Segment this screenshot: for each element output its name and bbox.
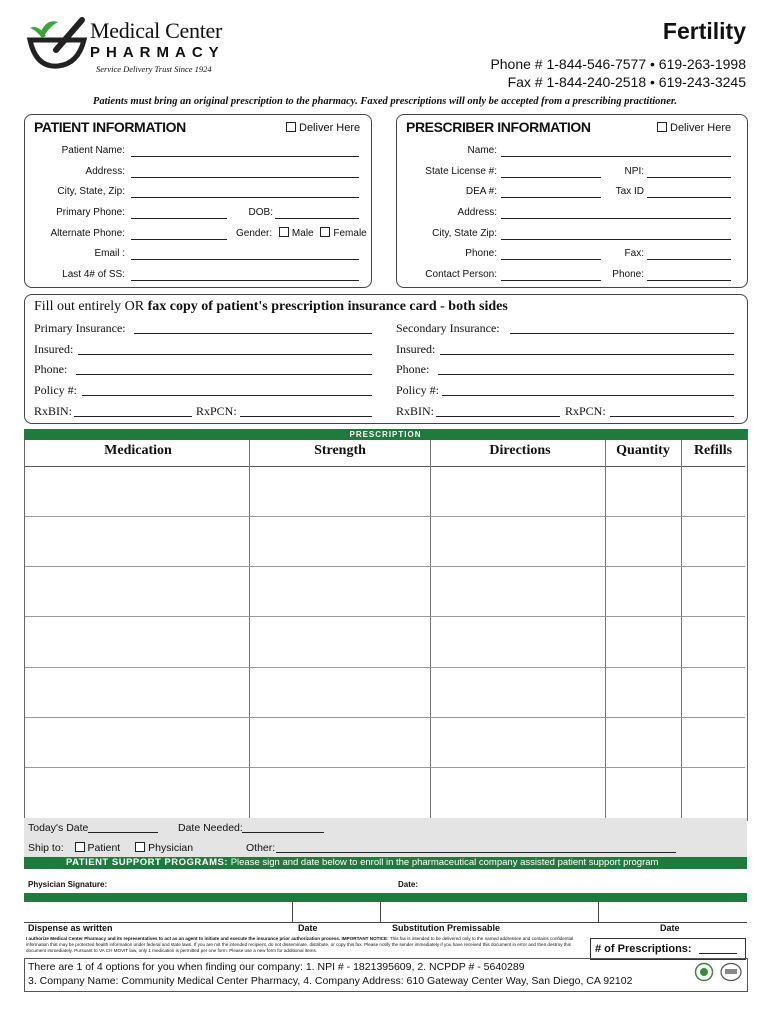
female-checkbox[interactable] (320, 227, 330, 237)
secondary-insured-label: Insured: (396, 342, 436, 356)
prescription-table (24, 429, 748, 821)
patient-email-field[interactable] (131, 248, 359, 260)
prescriber-info-box (396, 114, 748, 288)
num-prescriptions-label: # of Prescriptions: (595, 943, 692, 955)
gender-label: Gender: (236, 228, 273, 239)
substitution-date-label: Date (660, 923, 680, 933)
secondary-insured-field[interactable] (440, 343, 734, 355)
authorization-text (26, 936, 586, 954)
checkbox-icon[interactable] (286, 122, 296, 132)
patient-name-label: Patient Name: (61, 145, 125, 156)
patient-dob-field[interactable] (275, 207, 359, 219)
patient-name-field[interactable] (131, 145, 359, 157)
male-checkbox[interactable] (279, 227, 289, 237)
other-label: Other: (246, 842, 276, 854)
prescriber-dea-label: DEA #: (465, 186, 497, 197)
male-label: Male (291, 228, 314, 239)
logo-tagline: Service Delivery Trust Since 1924 (96, 64, 212, 74)
primary-insured-field[interactable] (78, 343, 372, 355)
certification-seal-icon (720, 962, 742, 982)
logo-name: Medical Center (90, 18, 223, 43)
dispense-divider (380, 902, 381, 922)
prescriber-fax-label: Fax: (624, 248, 644, 259)
authorization-small: This fax is intended to be delivered only to the named addressee and contains confidential information that may be protected health information under federal and state laws. If you are not the intended recipient, do not disseminate, distribute, or copy this fax. Please notify the sender immediately if you have received this document in error and then destroy this document immediately. Pursuant to VA CH MOVIT law, only 1 medication is permitted per one form. Please use a new form for additional items. (26, 936, 574, 953)
physician-signature-label: Physician Signature: (28, 880, 108, 889)
todays-date (28, 822, 88, 834)
prescriber-npi-field[interactable] (647, 166, 731, 178)
primary-rxbin-field[interactable] (74, 405, 192, 417)
patient-primary-phone-label: Primary Phone: (56, 207, 125, 218)
prescriber-deliver[interactable] (657, 122, 731, 134)
num-prescriptions-box (590, 938, 746, 960)
col-directions: Directions (489, 443, 551, 458)
patient-email-label: Email : (94, 248, 125, 259)
secondary-insurance-field[interactable] (510, 322, 734, 334)
patient-deliver[interactable] (286, 122, 360, 134)
prescriber-dea-field[interactable] (501, 186, 601, 198)
patient-alt-phone-field[interactable] (131, 228, 227, 240)
dispense-label: Dispense as written (28, 923, 113, 933)
date-needed: Date Needed: (178, 822, 243, 834)
secondary-policy-field[interactable] (442, 384, 734, 396)
patient-info-box (24, 114, 372, 288)
options-line-2: 3. Company Name: Community Medical Center Pharmacy, 4. Company Address: 610 Gateway Center Way, San Diego, CA 92102 (28, 975, 633, 987)
col-divider (605, 440, 606, 818)
row-divider (25, 717, 745, 718)
insurance-title-b: fax copy of patient's prescription insurance card - both sides (147, 299, 508, 314)
secondary-rxbin-field[interactable] (436, 405, 560, 417)
logo (26, 16, 236, 76)
female-label: Female (333, 228, 367, 239)
prescriber-city-field[interactable] (501, 228, 731, 240)
prescriber-npi-label: NPI: (624, 166, 644, 177)
num-prescriptions-field[interactable] (699, 942, 737, 954)
prescriber-address-field[interactable] (501, 207, 731, 219)
row-divider (25, 616, 745, 617)
primary-policy-field[interactable] (82, 384, 372, 396)
col-medication: Medication (104, 443, 172, 458)
prescriber-contact-field[interactable] (501, 269, 601, 281)
substitution-label: Substitution Premissable (392, 923, 501, 933)
prescriber-city-label: City, State Zip: (432, 228, 497, 239)
patient-info-title: PATIENT INFORMATION (34, 119, 186, 135)
psp-title: PATIENT SUPPORT PROGRAMS: (66, 857, 229, 868)
prescriber-phone-field[interactable] (501, 248, 601, 260)
phone-line: Phone # 1-844-546-7577 • 619-263-1998 (490, 56, 746, 72)
primary-rxpcn-field[interactable] (240, 405, 372, 417)
primary-rxpcn-label: RxPCN: (196, 404, 237, 418)
prescriber-name-label: Name: (467, 145, 497, 156)
primary-phone-label: Phone: (34, 362, 68, 376)
signature-divider (24, 893, 747, 902)
secondary-rxbin-label: RxBIN: (396, 404, 435, 418)
checkbox-icon[interactable] (657, 122, 667, 132)
patient-gender (236, 227, 367, 239)
primary-insured-label: Insured: (34, 342, 74, 356)
row-divider (25, 516, 745, 517)
prescriber-license-label: State License #: (425, 166, 497, 177)
ship-to-label: Ship to: (28, 842, 64, 854)
primary-insurance-field[interactable] (134, 322, 372, 334)
prescriber-contact-label: Contact Person: (425, 269, 497, 280)
ship-patient-checkbox[interactable] (75, 842, 85, 852)
ship-physician-checkbox[interactable] (135, 842, 145, 852)
prescriber-fax-field[interactable] (647, 248, 731, 260)
prescription-banner-label: PRESCRIPTION (349, 430, 422, 439)
row-divider (25, 566, 745, 567)
prescriber-phone-label: Phone: (465, 248, 497, 259)
form-title: Fertility (662, 18, 746, 44)
secondary-rxpcn-label: RxPCN: (565, 404, 606, 418)
prescriber-info-title: PRESCRIBER INFORMATION (406, 119, 591, 135)
dispense-divider (292, 902, 293, 922)
todays-date-field[interactable] (88, 821, 158, 833)
psp-banner (24, 857, 747, 869)
prescription-banner (24, 429, 747, 440)
patient-address-label: Address: (85, 166, 125, 177)
header-divider (25, 466, 745, 467)
ship-physician-label: Physician (148, 842, 194, 854)
row-divider (25, 667, 745, 668)
prescriber-name-field[interactable] (501, 145, 731, 157)
notice: Patients must bring an original prescription to the pharmacy. Faxed prescriptions will only be accepted from a prescribing practitioner. (92, 96, 678, 107)
patient-ss-field[interactable] (131, 269, 359, 281)
dispense-divider (598, 902, 599, 922)
ship-to (28, 842, 193, 854)
accreditation-seal-icon (694, 962, 714, 982)
insurance-title-a: Fill out entirely OR (34, 299, 145, 314)
options-line-1: There are 1 of 4 options for you when finding our company: 1. NPI # - 1821395609, 2. NCPDP # - 5640289 (28, 961, 525, 973)
prescriber-taxid-field[interactable] (647, 186, 731, 198)
fax-line: Fax # 1-844-240-2518 • 619-243-3245 (507, 74, 746, 90)
todays-date-label: Today's Date (28, 822, 89, 834)
col-divider (681, 440, 682, 818)
col-refills: Refills (693, 443, 733, 458)
primary-rxbin-label: RxBIN: (34, 404, 73, 418)
col-divider (249, 440, 250, 818)
prescriber-contact-phone-label: Phone: (612, 269, 644, 280)
prescriber-license-field[interactable] (501, 166, 601, 178)
col-divider (430, 440, 431, 818)
col-quantity: Quantity (616, 443, 670, 458)
patient-dob-label: DOB: (248, 207, 273, 218)
patient-address-field[interactable] (131, 166, 359, 178)
prescriber-address-label: Address: (457, 207, 497, 218)
mortar-pestle-icon (26, 16, 88, 70)
secondary-insurance-label: Secondary Insurance: (396, 321, 500, 335)
patient-ss-label: Last 4# of SS: (62, 269, 125, 280)
signature-date-label: Date: (398, 880, 419, 889)
prescriber-contact-phone-field[interactable] (647, 269, 731, 281)
row-divider (25, 767, 745, 768)
logo-sub: PHARMACY (90, 44, 225, 61)
dispense-row (24, 902, 747, 923)
primary-ins-phone-field[interactable] (76, 363, 372, 375)
secondary-ins-phone-field[interactable] (438, 363, 734, 375)
date-needed-field[interactable] (242, 821, 324, 833)
patient-deliver-label: Deliver Here (299, 122, 361, 134)
prescriber-taxid-label: Tax ID (615, 186, 644, 197)
col-strength: Strength (314, 443, 366, 458)
patient-city-field[interactable] (131, 186, 359, 198)
primary-insurance-label: Primary Insurance: (34, 321, 126, 335)
secondary-rxpcn-field[interactable] (610, 405, 734, 417)
psp-text: Please sign and date below to enroll in the pharmaceutical company assisted patient support program (230, 857, 659, 868)
prescriber-deliver-label: Deliver Here (670, 122, 732, 134)
primary-policy-label: Policy #: (34, 383, 78, 397)
authorization-bold: I authorize Medical Center Pharmacy and its representatives to act as an agent to initiate and execute the insurance prior authorization process. IMPORTANT NOTICE: (26, 936, 389, 941)
other-field[interactable] (276, 841, 676, 853)
patient-primary-phone-field[interactable] (131, 207, 227, 219)
patient-city-label: City, State, Zip: (57, 186, 125, 197)
patient-alt-phone-label: Alternate Phone: (50, 228, 125, 239)
secondary-phone-label: Phone: (396, 362, 430, 376)
secondary-policy-label: Policy #: (396, 383, 440, 397)
dispense-date-label: Date (298, 923, 318, 933)
ship-patient-label: Patient (87, 842, 121, 854)
insurance-title (34, 299, 508, 315)
